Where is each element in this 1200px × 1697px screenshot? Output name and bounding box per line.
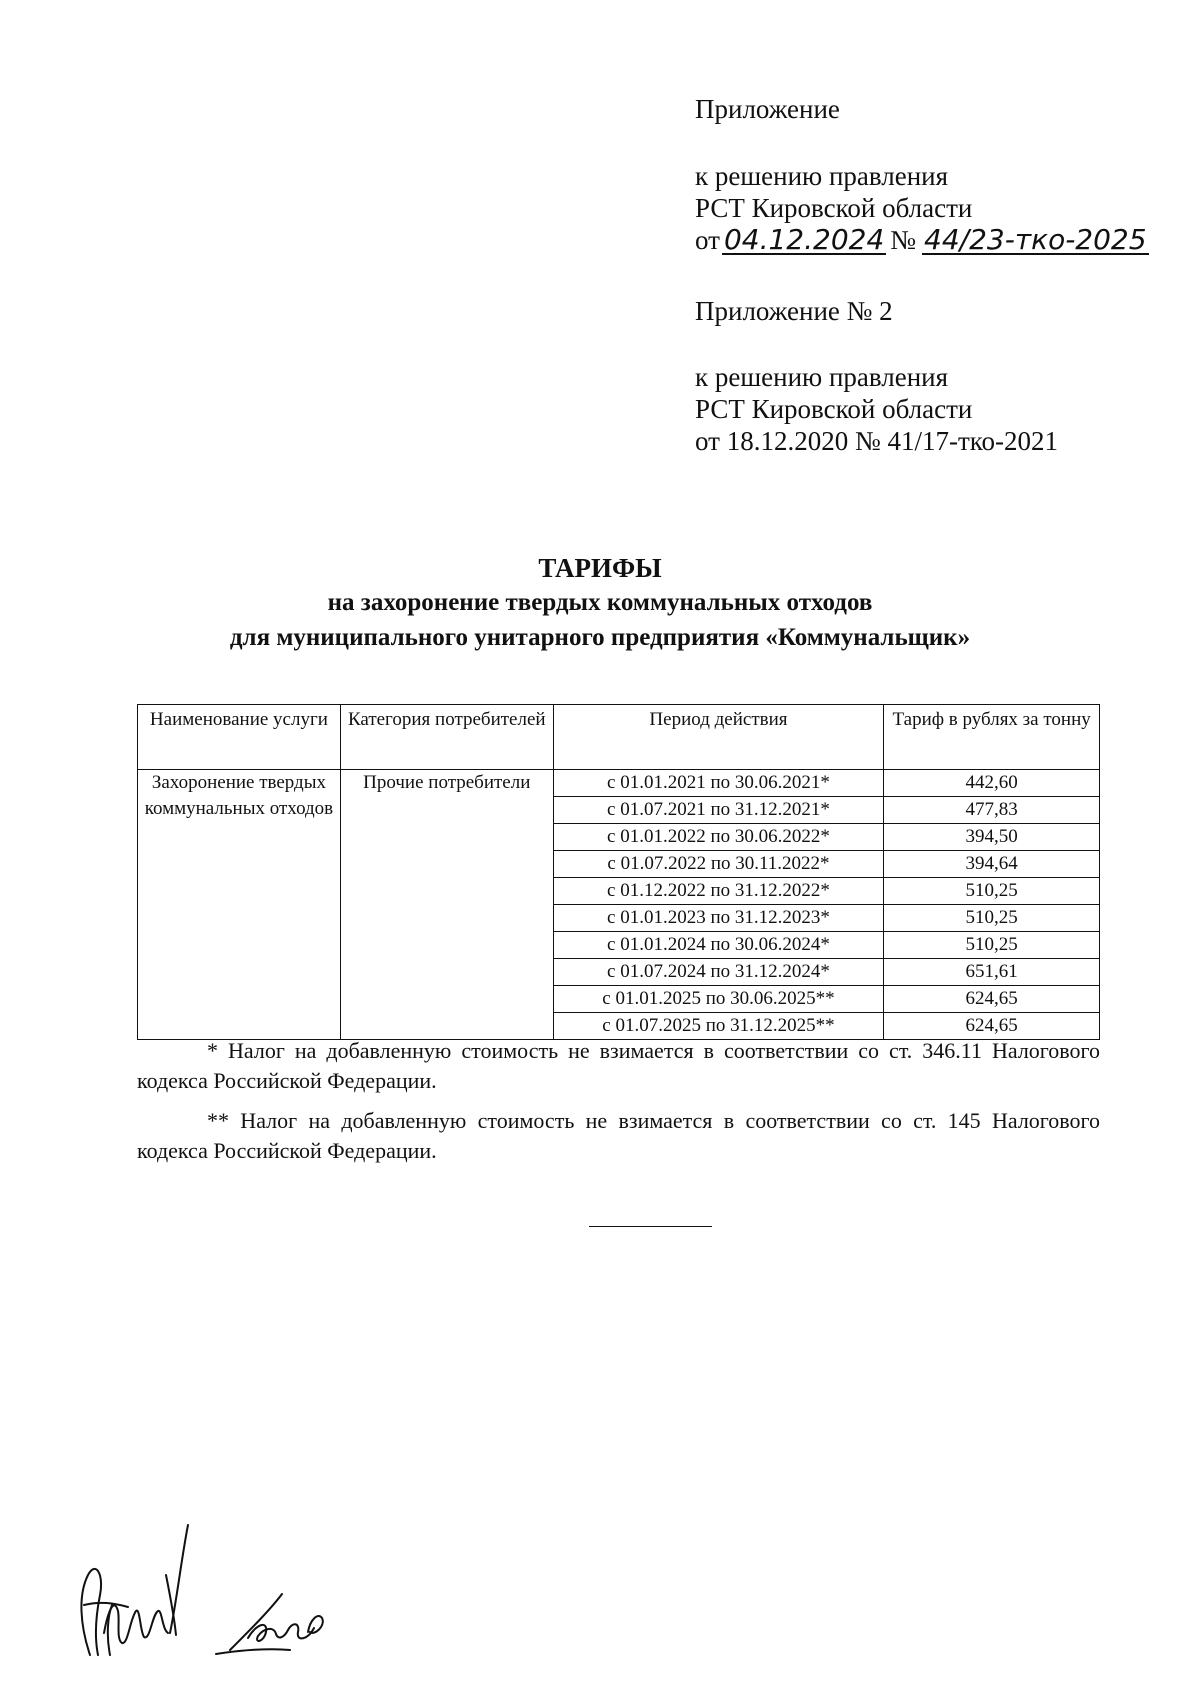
period-cell: с 01.01.2025 по 30.06.2025** [553, 986, 884, 1013]
handwritten-date: 04.12.2024 [723, 223, 885, 256]
header-category: Категория потребителей [340, 705, 553, 770]
tariff-cell: 394,50 [884, 824, 1100, 851]
tariff-cell: 651,61 [884, 959, 1100, 986]
appendix-2-line-1: к решению правления [695, 362, 949, 392]
service-name-cell: Захоронение твердых коммунальных отходов [138, 770, 341, 1040]
period-cell: с 01.01.2024 по 30.06.2024* [553, 932, 884, 959]
appendix-2-reference [695, 361, 1058, 457]
period-cell: с 01.07.2025 по 31.12.2025** [553, 1013, 884, 1040]
document-title: ТАРИФЫ [538, 553, 662, 583]
decision-line-2: РСТ Кировской области [695, 193, 973, 223]
signature-1 [70, 1515, 200, 1665]
header-service: Наименование услуги [138, 705, 341, 770]
tariff-cell: 510,25 [884, 932, 1100, 959]
decision-date-line [695, 224, 1149, 256]
tariff-cell: 394,64 [884, 851, 1100, 878]
period-cell: с 01.12.2022 по 31.12.2022* [553, 878, 884, 905]
period-cell: с 01.07.2024 по 31.12.2024* [553, 959, 884, 986]
appendix-2-line-2: РСТ Кировской области [695, 394, 973, 424]
tariff-cell: 510,25 [884, 878, 1100, 905]
signature-2 [210, 1580, 340, 1660]
tariff-cell: 510,25 [884, 905, 1100, 932]
tariff-table [137, 704, 1100, 1040]
document-subtitle-1: на захоронение твердых коммунальных отходов [327, 589, 873, 616]
appendix-title: Приложение [695, 94, 840, 124]
tariff-cell: 442,60 [884, 770, 1100, 797]
period-cell: с 01.01.2023 по 31.12.2023* [553, 905, 884, 932]
table-header-row [138, 705, 1100, 770]
appendix-header [695, 93, 840, 125]
tariff-cell: 477,83 [884, 797, 1100, 824]
appendix-2-title: Приложение № 2 [695, 296, 893, 326]
period-cell: с 01.07.2022 по 30.11.2022* [553, 851, 884, 878]
footnote-2: ** Налог на добавленную стоимость не взимается в соответствии со ст. 145 Налогового кодекса Российской Федерации. [137, 1108, 1100, 1163]
decision-reference [695, 160, 1149, 256]
period-cell: с 01.07.2021 по 31.12.2021* [553, 797, 884, 824]
consumer-category-cell: Прочие потребители [340, 770, 553, 1040]
document-subtitle-2: для муниципального унитарного предприятия «Коммунальщик» [229, 624, 971, 651]
number-sign: № [890, 225, 917, 255]
appendix-2-line-3: от 18.12.2020 № 41/17-тко-2021 [695, 426, 1058, 456]
tariff-cell: 624,65 [884, 986, 1100, 1013]
closing-divider [589, 1226, 712, 1227]
period-cell: с 01.01.2022 по 30.06.2022* [553, 824, 884, 851]
decision-line-1: к решению правления [695, 161, 949, 191]
footnote-1: * Налог на добавленную стоимость не взимается в соответствии со ст. 346.11 Налогового кодекса Российской Федерации. [137, 1038, 1100, 1093]
appendix-2-header [695, 295, 893, 327]
date-prefix: от [695, 225, 720, 255]
header-tariff: Тариф в рублях за тонну [884, 705, 1100, 770]
header-period: Период действия [553, 705, 884, 770]
handwritten-number: 44/23-тко-2025 [924, 223, 1147, 256]
table-row [138, 770, 1100, 797]
period-cell: с 01.01.2021 по 30.06.2021* [553, 770, 884, 797]
tariff-cell: 624,65 [884, 1013, 1100, 1040]
